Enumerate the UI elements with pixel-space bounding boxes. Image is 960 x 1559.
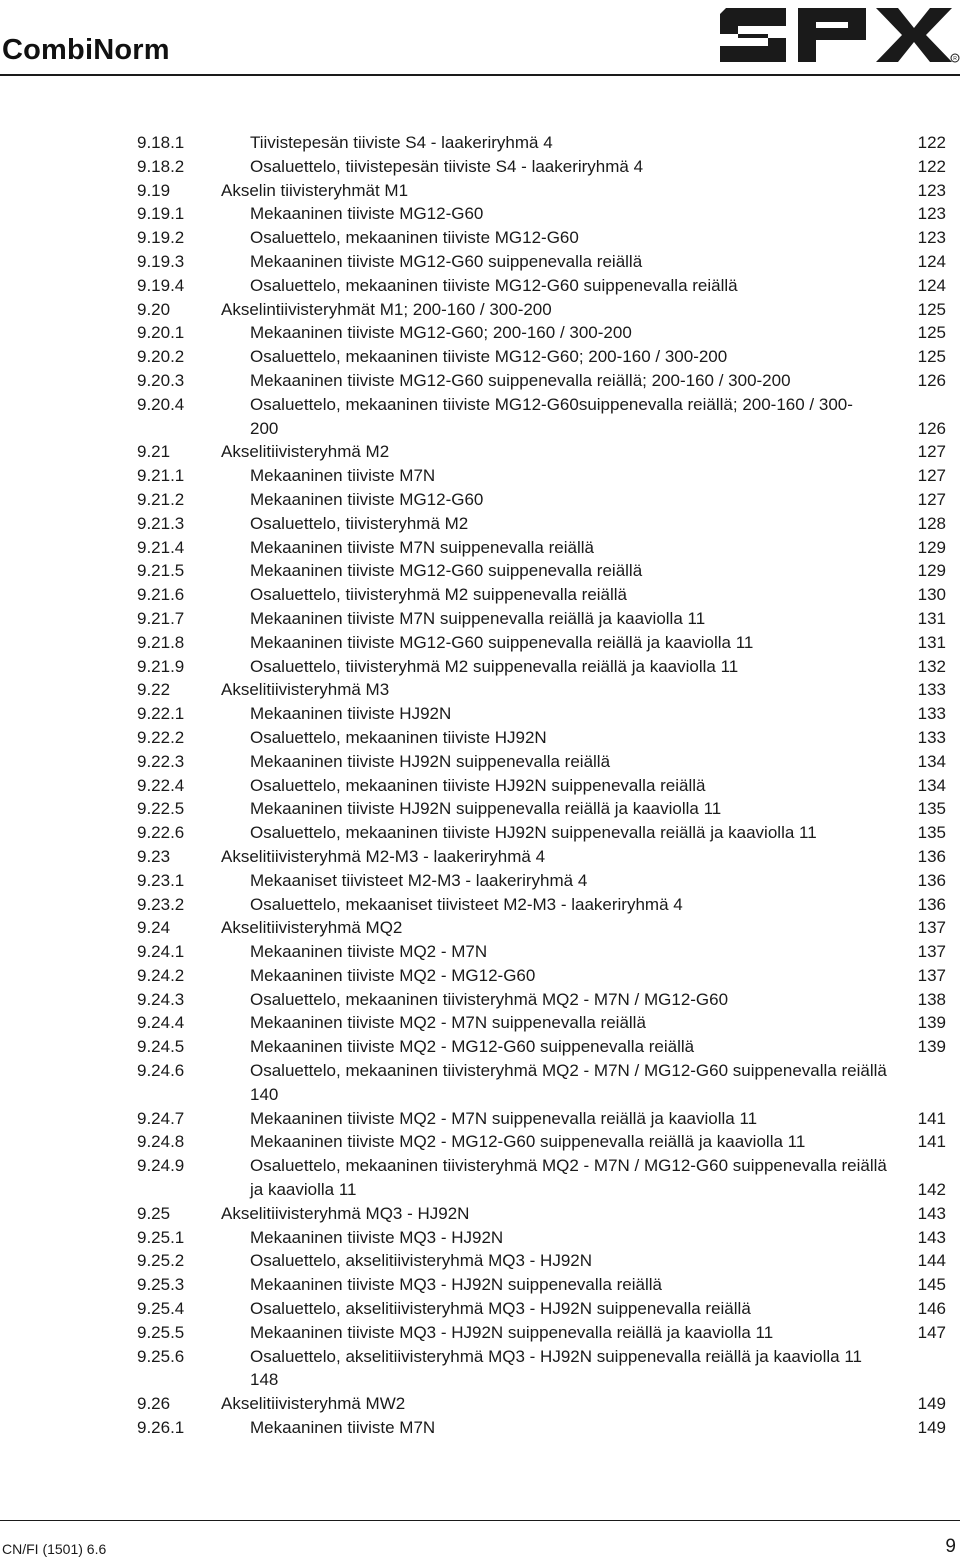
- toc-entry-title: [250, 940, 487, 964]
- toc-entry-title-text: Akselitiivisteryhmä M3: [221, 680, 390, 700]
- toc-entry-title-text: Osaluettelo, akselitiivisteryhmä MQ3 - HJ92N: [250, 1251, 593, 1271]
- toc-entry-number: 9.25.1: [137, 1227, 185, 1247]
- toc-entry-title-text: Mekaaninen tiiviste M7N: [250, 1418, 436, 1438]
- toc-entry-number: 9.22: [137, 680, 171, 700]
- toc-entry-title-continuation: ja kaaviolla 11: [250, 1180, 357, 1200]
- toc-entry-title-text: Akselitiivisteryhmä MW2: [221, 1394, 406, 1414]
- toc-entry-number: 9.20.2: [137, 347, 185, 367]
- toc-entry-title-text: Osaluettelo, akselitiivisteryhmä MQ3 - HJ92N suippenevalla reiällä ja kaaviolla 11: [250, 1346, 862, 1366]
- toc-entry-title: [250, 1130, 805, 1154]
- toc-entry[interactable]: [0, 1035, 960, 1059]
- toc-entry-title: [250, 1011, 646, 1035]
- toc-entry-title-text: Osaluettelo, mekaaninen tiiviste HJ92N suippenevalla reiällä ja kaaviolla 11: [250, 823, 817, 843]
- toc-entry-title-text: Mekaaninen tiiviste MG12-G60 suippenevalla reiällä: [250, 561, 643, 581]
- toc-entry-title-continuation: 148: [250, 1370, 279, 1390]
- toc-entry-number: 9.24.2: [137, 965, 185, 985]
- toc-entry[interactable]: [0, 1392, 960, 1416]
- toc-entry-page: 132: [917, 656, 946, 676]
- toc-entry-number: 9.21.7: [137, 608, 185, 628]
- toc-entry-title: [221, 179, 408, 203]
- toc-entry-title-text: Osaluettelo, mekaaninen tiiviste HJ92N: [250, 727, 547, 747]
- toc-entry[interactable]: [0, 845, 960, 869]
- toc-entry[interactable]: [0, 155, 960, 179]
- toc-entry-title: [250, 464, 435, 488]
- toc-entry[interactable]: [0, 321, 960, 345]
- toc-entry-title: [250, 512, 468, 536]
- toc-entry-title-text: Mekaaninen tiiviste MG12-G60 suippenevalla reiällä; 200-160 / 300-200: [250, 370, 791, 390]
- toc-entry-title-text: Osaluettelo, mekaaniset tiivisteet M2-M3 - laakeriryhmä 4: [250, 894, 683, 914]
- toc-entry-page: 146: [917, 1299, 946, 1319]
- toc-entry-title-text: Osaluettelo, mekaaninen tiivisteryhmä MQ2 - M7N / MG12-G60: [250, 989, 729, 1009]
- toc-entry-title-text: Osaluettelo, mekaaninen tiiviste MG12-G60: [250, 228, 579, 248]
- toc-entry[interactable]: [0, 298, 960, 322]
- toc-entry-title-continuation: 140: [250, 1084, 279, 1104]
- toc-entry[interactable]: [0, 250, 960, 274]
- toc-entry-number: 9.18.1: [137, 133, 185, 152]
- toc-entry-title-text: Mekaaninen tiiviste MQ2 - M7N suippenevalla reiällä: [250, 1013, 646, 1033]
- toc-entry-page: 138: [917, 989, 946, 1009]
- toc-entry-number: 9.25.3: [137, 1275, 185, 1295]
- toc-entry-number: 9.22.3: [137, 751, 185, 771]
- toc-entry[interactable]: [0, 179, 960, 203]
- toc-entry-number: 9.19.2: [137, 228, 185, 248]
- toc-entry[interactable]: [0, 964, 960, 988]
- toc-entry-title: [250, 131, 553, 155]
- toc-entry-page: 136: [917, 870, 946, 890]
- toc-entry[interactable]: [0, 631, 960, 655]
- toc-entry-title-text: Osaluettelo, mekaaninen tiiviste MG12-G60suippenevalla reiällä; 200-160 / 300-: [250, 394, 853, 414]
- toc-entry[interactable]: [0, 702, 960, 726]
- toc-entry-number: 9.21.1: [137, 466, 185, 486]
- toc-entry[interactable]: [0, 726, 960, 750]
- toc-entry-number: 9.21: [137, 442, 171, 462]
- toc-entry-title-text: Mekaaninen tiiviste MG12-G60 suippenevalla reiällä ja kaaviolla 11: [250, 632, 754, 652]
- toc-entry-title-text: Osaluettelo, mekaaninen tiiviste MG12-G60; 200-160 / 300-200: [250, 347, 728, 367]
- toc-entry-title-text: Mekaaninen tiiviste MQ2 - M7N: [250, 942, 488, 962]
- toc-entry-title: [250, 869, 587, 893]
- toc-entry-title: [250, 1416, 435, 1440]
- toc-entry[interactable]: [0, 1416, 960, 1440]
- toc-entry-number: 9.19.1: [137, 204, 185, 224]
- toc-entry-title-text: Osaluettelo, tiivistepesän tiiviste S4 - laakeriryhmä 4: [250, 156, 644, 176]
- toc-entry-number: 9.22.6: [137, 823, 185, 843]
- toc-entry-page: 136: [917, 846, 946, 866]
- toc-entry[interactable]: [0, 821, 960, 845]
- toc-entry-number: 9.23.1: [137, 870, 185, 890]
- toc-entry-number: 9.25.4: [137, 1299, 185, 1319]
- toc-entry-title: [250, 1154, 960, 1202]
- toc-entry-title-text: Mekaaninen tiiviste MQ3 - HJ92N: [250, 1227, 504, 1247]
- toc-entry-number: 9.20.3: [137, 370, 185, 390]
- toc-entry[interactable]: [0, 464, 960, 488]
- toc-entry-number: 9.25.5: [137, 1322, 185, 1342]
- toc-entry-page: 137: [917, 965, 946, 985]
- toc-entry-title: [250, 583, 627, 607]
- toc-entry-title: [250, 821, 817, 845]
- toc-entry-title: [250, 226, 579, 250]
- toc-entry-title-text: Mekaaninen tiiviste M7N suippenevalla reiällä ja kaaviolla 11: [250, 608, 706, 628]
- toc-entry-title: [250, 702, 451, 726]
- toc-entry-number: 9.24: [137, 918, 171, 938]
- toc-entry-title: [221, 298, 552, 322]
- toc-entry-page: 137: [917, 918, 946, 938]
- toc-entry-title-text: Mekaaninen tiiviste MG12-G60: [250, 489, 484, 509]
- toc-entry[interactable]: [0, 1297, 960, 1321]
- toc-entry[interactable]: [0, 940, 960, 964]
- toc-entry-title: [250, 655, 738, 679]
- toc-entry[interactable]: [0, 369, 960, 393]
- toc-entry-page: 130: [917, 585, 946, 605]
- toc-entry-page: 134: [917, 751, 946, 771]
- toc-entry[interactable]: [0, 1107, 960, 1131]
- toc-entry-page: 128: [917, 513, 946, 533]
- toc-entry-title: [250, 155, 643, 179]
- toc-entry-title-text: Akselin tiivisteryhmät M1: [221, 180, 409, 200]
- toc-entry-title-text: Tiivistepesän tiiviste S4 - laakeriryhmä 4: [250, 133, 553, 152]
- footer-rule: [0, 1520, 960, 1521]
- toc-entry-number: 9.25.6: [137, 1346, 185, 1366]
- toc-entry-number: 9.19.3: [137, 251, 185, 271]
- toc-entry-title-text: Mekaaninen tiiviste MQ2 - MG12-G60 suippenevalla reiällä: [250, 1037, 695, 1057]
- toc-entry-number: 9.22.5: [137, 799, 185, 819]
- toc-entry-page: 131: [917, 632, 946, 652]
- toc-entry[interactable]: [0, 1059, 960, 1107]
- toc-entry-page: 133: [917, 704, 946, 724]
- toc-entry-number: 9.24.8: [137, 1132, 185, 1152]
- toc-entry-title: [250, 202, 483, 226]
- toc-entry[interactable]: [0, 655, 960, 679]
- toc-entry-number: 9.24.9: [137, 1156, 185, 1176]
- toc-entry-page: 127: [917, 442, 946, 462]
- toc-entry-number: 9.24.5: [137, 1037, 185, 1057]
- toc-entry-title-text: Mekaaninen tiiviste MQ2 - MG12-G60: [250, 965, 536, 985]
- toc-entry-page: 133: [917, 680, 946, 700]
- toc-entry[interactable]: [0, 393, 960, 441]
- toc-entry-number: 9.24.1: [137, 942, 185, 962]
- toc-entry-title: [221, 678, 389, 702]
- toc-entry-number: 9.22.1: [137, 704, 185, 724]
- toc-entry-page: 124: [917, 275, 946, 295]
- toc-entry[interactable]: [0, 1011, 960, 1035]
- toc-entry-title-text: Osaluettelo, mekaaninen tiiviste HJ92N suippenevalla reiällä: [250, 775, 706, 795]
- toc-entry[interactable]: [0, 274, 960, 298]
- toc-entry-page: 137: [917, 942, 946, 962]
- toc-entry-number: 9.24.3: [137, 989, 185, 1009]
- toc-entry[interactable]: [0, 774, 960, 798]
- toc-entry-title-text: Akselitiivisteryhmä M2: [221, 442, 390, 462]
- toc-entry[interactable]: [0, 440, 960, 464]
- toc-entry-page: 125: [917, 323, 946, 343]
- toc-entry-number: 9.19.4: [137, 275, 185, 295]
- spx-logo-icon: [716, 0, 960, 70]
- toc-entry-number: 9.20.4: [137, 394, 185, 414]
- toc-entry-number: 9.22.2: [137, 727, 185, 747]
- toc-entry-page: 145: [917, 1275, 946, 1295]
- toc-entry[interactable]: [0, 797, 960, 821]
- toc-entry-page: 122: [917, 133, 946, 152]
- toc-entry[interactable]: [0, 226, 960, 250]
- toc-entry[interactable]: [0, 1273, 960, 1297]
- toc-entry[interactable]: [0, 1321, 960, 1345]
- toc-entry-title-text: Mekaaninen tiiviste MG12-G60: [250, 204, 484, 224]
- toc-entry-title: [221, 1392, 405, 1416]
- toc-entry[interactable]: [0, 488, 960, 512]
- page-header: [0, 0, 960, 80]
- toc-entry-page: 135: [917, 799, 946, 819]
- toc-entry-title-text: Akselitiivisteryhmä MQ2: [221, 918, 403, 938]
- toc-entry-title: [250, 964, 535, 988]
- toc-entry-number: 9.24.6: [137, 1061, 185, 1081]
- toc-entry-page: 123: [917, 204, 946, 224]
- toc-entry-title: [250, 393, 960, 441]
- toc-entry[interactable]: [0, 512, 960, 536]
- toc-entry-title: [250, 797, 721, 821]
- toc-entry-title: [250, 345, 727, 369]
- toc-entry-page: 123: [917, 228, 946, 248]
- toc-entry-title-text: Akselintiivisteryhmät M1; 200-160 / 300-200: [221, 299, 552, 319]
- toc-entry-page: 135: [917, 823, 946, 843]
- header-rule: [0, 74, 960, 76]
- page-number: 9: [945, 1536, 956, 1557]
- toc-entry-page: 126: [917, 370, 946, 390]
- toc-entry-title: [221, 1202, 469, 1226]
- document-code: CN/FI (1501) 6.6: [2, 1541, 107, 1557]
- toc-entry-title-text: Akselitiivisteryhmä MQ3 - HJ92N: [221, 1203, 470, 1223]
- toc-entry-title-text: Osaluettelo, mekaaninen tiiviste MG12-G60 suippenevalla reiällä: [250, 275, 738, 295]
- toc-entry[interactable]: [0, 1154, 960, 1202]
- toc-entry-title: [221, 916, 402, 940]
- toc-entry-page: 124: [917, 251, 946, 271]
- toc-entry-title-text: Osaluettelo, tiivisteryhmä M2: [250, 513, 469, 533]
- toc-entry-page: 133: [917, 727, 946, 747]
- toc-entry-title-text: Mekaaninen tiiviste M7N: [250, 466, 436, 486]
- toc-entry-page: 125: [917, 299, 946, 319]
- toc-entry[interactable]: [0, 750, 960, 774]
- toc-entry-number: 9.21.5: [137, 561, 185, 581]
- toc-entry-title: [250, 1249, 592, 1273]
- toc-entry-title-text: Osaluettelo, tiivisteryhmä M2 suippenevalla reiällä ja kaaviolla 11: [250, 656, 739, 676]
- toc-entry-title: [250, 726, 547, 750]
- toc-entry-title-text: Mekaaninen tiiviste HJ92N suippenevalla reiällä: [250, 751, 611, 771]
- toc-entry-title-text: Mekaaninen tiiviste M7N suippenevalla reiällä: [250, 537, 594, 557]
- toc-entry-title-text: Mekaaniset tiivisteet M2-M3 - laakeriryhmä 4: [250, 870, 588, 890]
- toc-entry-page: 129: [917, 561, 946, 581]
- toc-entry-title: [250, 1345, 960, 1393]
- toc-entry-number: 9.24.7: [137, 1108, 185, 1128]
- toc-entry-page: 143: [917, 1203, 946, 1223]
- toc-entry-title-text: Mekaaninen tiiviste MQ2 - MG12-G60 suippenevalla reiällä ja kaaviolla 11: [250, 1132, 806, 1152]
- toc-entry[interactable]: [0, 559, 960, 583]
- toc-entry-title: [250, 536, 594, 560]
- toc-entry-page: 134: [917, 775, 946, 795]
- toc-entry[interactable]: [0, 345, 960, 369]
- toc-entry-number: 9.26: [137, 1394, 171, 1414]
- toc-entry-page: 136: [917, 894, 946, 914]
- toc-entry-page: 125: [917, 347, 946, 367]
- toc-entry-title: [250, 488, 483, 512]
- toc-entry-title-continuation: 200: [250, 418, 279, 438]
- toc-entry-number: 9.25.2: [137, 1251, 185, 1271]
- toc-entry-page: 147: [917, 1322, 946, 1342]
- toc-entry-title: [250, 1226, 503, 1250]
- toc-entry[interactable]: [0, 583, 960, 607]
- toc-entry-title-text: Mekaaninen tiiviste HJ92N suippenevalla reiällä ja kaaviolla 11: [250, 799, 722, 819]
- svg-text:R: R: [953, 56, 957, 62]
- toc-entry-title: [250, 750, 610, 774]
- toc-entry-number: 9.21.9: [137, 656, 185, 676]
- toc-entry-title: [250, 1059, 960, 1107]
- toc-entry-title: [250, 274, 738, 298]
- toc-entry-number: 9.18.2: [137, 156, 185, 176]
- toc-entry-title: [250, 774, 705, 798]
- toc-entry-number: 9.21.8: [137, 632, 185, 652]
- toc-entry[interactable]: [0, 1130, 960, 1154]
- toc-entry-number: 9.20.1: [137, 323, 185, 343]
- toc-entry[interactable]: [0, 131, 960, 155]
- toc-entry-number: 9.21.4: [137, 537, 185, 557]
- toc-entry[interactable]: [0, 1345, 960, 1393]
- toc-entry-number: 9.25: [137, 1203, 171, 1223]
- toc-entry-page: 122: [917, 156, 946, 176]
- toc-entry[interactable]: [0, 607, 960, 631]
- toc-entry-page: 141: [917, 1108, 946, 1128]
- toc-entry-page: 143: [917, 1227, 946, 1247]
- toc-entry-title: [250, 1107, 757, 1131]
- toc-entry-number: 9.21.2: [137, 489, 185, 509]
- toc-entry-title: [250, 631, 753, 655]
- toc-entry-title-text: Osaluettelo, akselitiivisteryhmä MQ3 - HJ92N suippenevalla reiällä: [250, 1299, 751, 1319]
- toc-entry-number: 9.22.4: [137, 775, 185, 795]
- toc-entry-number: 9.24.4: [137, 1013, 185, 1033]
- toc-entry[interactable]: [0, 678, 960, 702]
- toc-entry-page: 126: [917, 418, 946, 438]
- toc-entry-title: [250, 1035, 694, 1059]
- toc-entry-number: 9.23: [137, 846, 171, 866]
- toc-entry-title-text: Mekaaninen tiiviste MG12-G60 suippenevalla reiällä: [250, 251, 643, 271]
- toc-entry[interactable]: [0, 1202, 960, 1226]
- toc-entry-page: 131: [917, 608, 946, 628]
- toc-entry-page: 129: [917, 537, 946, 557]
- toc-entry-title: [250, 1297, 751, 1321]
- toc-entry[interactable]: [0, 1226, 960, 1250]
- table-of-contents: [0, 131, 960, 1440]
- toc-entry-title: [250, 1273, 662, 1297]
- toc-entry-page: 144: [917, 1251, 946, 1271]
- toc-entry[interactable]: [0, 988, 960, 1012]
- toc-entry-page: 139: [917, 1013, 946, 1033]
- toc-entry-page: 142: [917, 1180, 946, 1200]
- toc-entry-title: [250, 369, 791, 393]
- toc-entry-page: 149: [917, 1418, 946, 1438]
- toc-entry-title: [221, 440, 389, 464]
- toc-entry-title: [250, 559, 642, 583]
- toc-entry-page: 123: [917, 180, 946, 200]
- toc-entry-title: [250, 607, 705, 631]
- toc-entry-title-text: Osaluettelo, mekaaninen tiivisteryhmä MQ2 - M7N / MG12-G60 suippenevalla reiällä: [250, 1156, 887, 1176]
- toc-entry-title-text: Mekaaninen tiiviste HJ92N: [250, 704, 452, 724]
- toc-entry-number: 9.21.3: [137, 513, 185, 533]
- toc-entry-page: 149: [917, 1394, 946, 1414]
- toc-entry-title: [250, 321, 632, 345]
- toc-entry-title: [250, 988, 728, 1012]
- toc-entry[interactable]: [0, 536, 960, 560]
- toc-entry-page: 141: [917, 1132, 946, 1152]
- toc-entry[interactable]: [0, 916, 960, 940]
- toc-entry[interactable]: [0, 893, 960, 917]
- toc-entry-page: 139: [917, 1037, 946, 1057]
- toc-entry-title-text: Osaluettelo, mekaaninen tiivisteryhmä MQ2 - M7N / MG12-G60 suippenevalla reiällä: [250, 1061, 887, 1081]
- document-title: CombiNorm: [2, 34, 170, 66]
- toc-entry[interactable]: [0, 869, 960, 893]
- toc-entry-title: [221, 845, 545, 869]
- toc-entry-title-text: Mekaaninen tiiviste MQ3 - HJ92N suippenevalla reiällä: [250, 1275, 662, 1295]
- toc-entry-number: 9.23.2: [137, 894, 185, 914]
- toc-entry-number: 9.26.1: [137, 1418, 185, 1438]
- toc-entry-page: 127: [917, 489, 946, 509]
- toc-entry-title-text: Mekaaninen tiiviste MG12-G60; 200-160 / 300-200: [250, 323, 632, 343]
- toc-entry[interactable]: [0, 202, 960, 226]
- toc-entry-title: [250, 250, 642, 274]
- toc-entry-title: [250, 893, 683, 917]
- toc-entry-title: [250, 1321, 773, 1345]
- toc-entry-title-text: Mekaaninen tiiviste MQ3 - HJ92N suippenevalla reiällä ja kaaviolla 11: [250, 1322, 774, 1342]
- toc-entry-number: 9.21.6: [137, 585, 185, 605]
- toc-entry-page: 127: [917, 466, 946, 486]
- toc-entry-title-text: Akselitiivisteryhmä M2-M3 - laakeriryhmä 4: [221, 846, 546, 866]
- toc-entry[interactable]: [0, 1249, 960, 1273]
- toc-entry-title-text: Osaluettelo, tiivisteryhmä M2 suippenevalla reiällä: [250, 585, 628, 605]
- toc-entry-number: 9.19: [137, 180, 171, 200]
- toc-entry-title-text: Mekaaninen tiiviste MQ2 - M7N suippenevalla reiällä ja kaaviolla 11: [250, 1108, 758, 1128]
- toc-entry-number: 9.20: [137, 299, 171, 319]
